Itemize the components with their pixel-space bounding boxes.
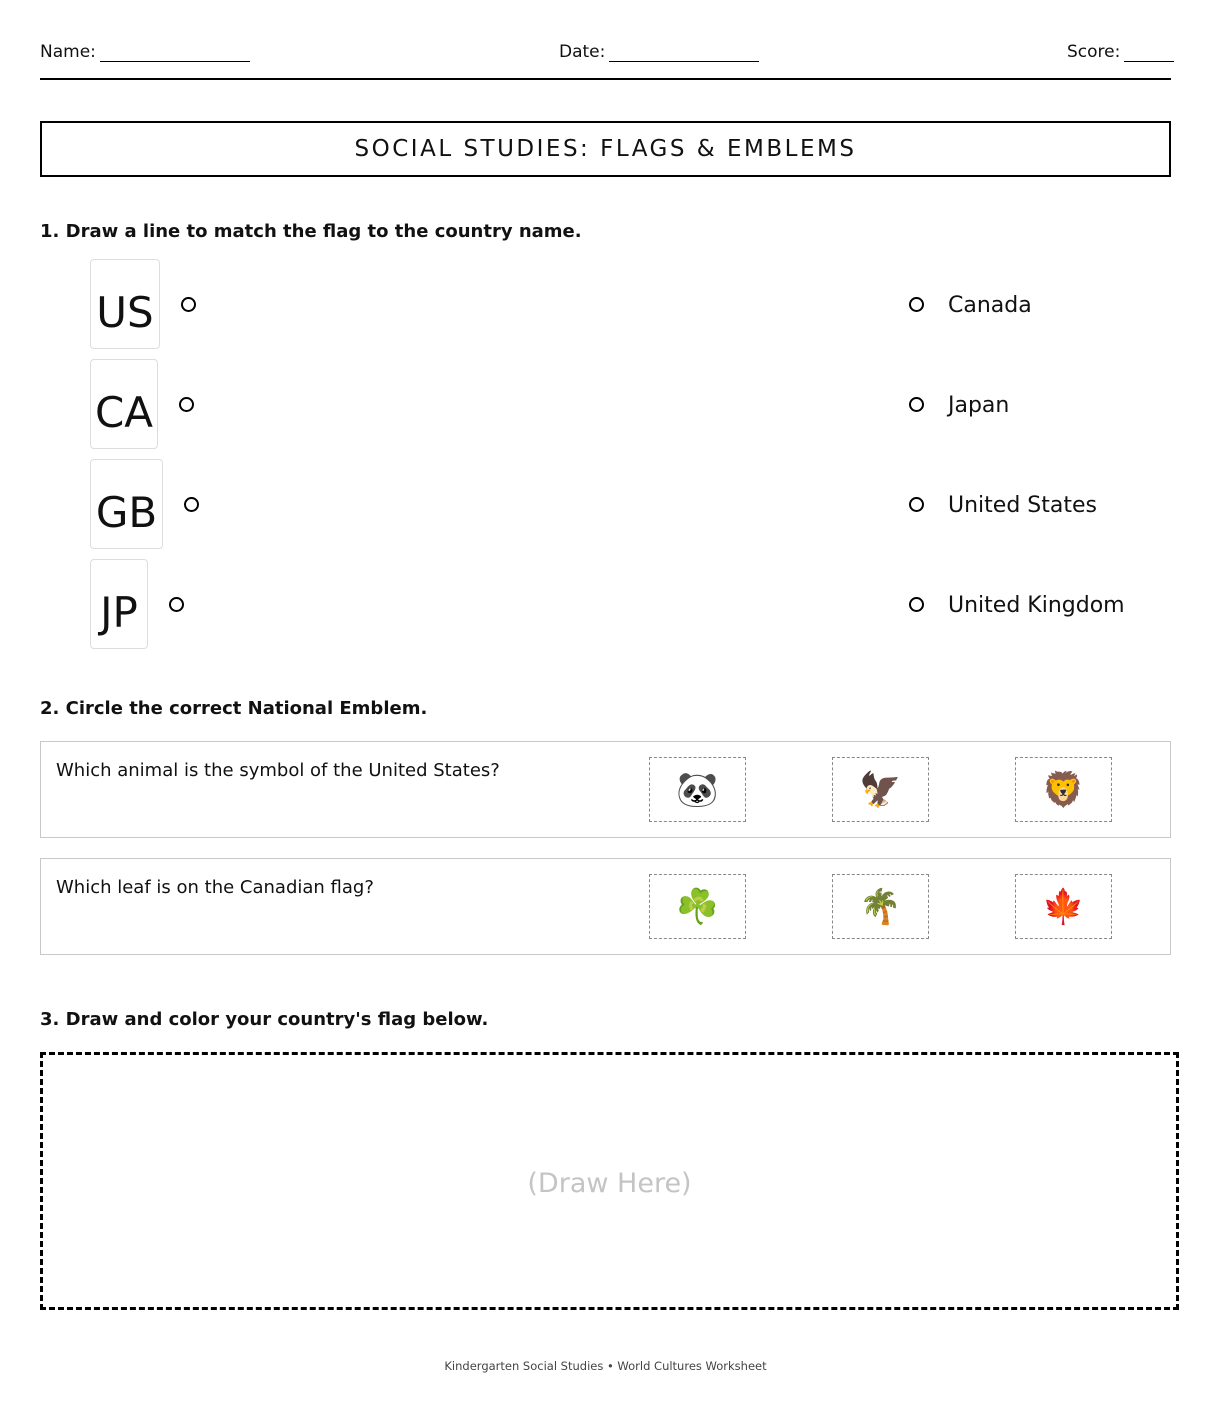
option-lion[interactable] (1015, 757, 1112, 822)
flag-code: CA (94, 388, 154, 437)
section2-heading: 2. Circle the correct National Emblem. (40, 698, 428, 719)
date-blank[interactable] (609, 45, 759, 62)
match-dot-country-canada[interactable] (909, 297, 924, 312)
date-field (559, 42, 759, 62)
maple-leaf-icon: 🍁 (1042, 886, 1085, 927)
match-dot-country-japan[interactable] (909, 397, 924, 412)
option-maple-leaf[interactable] (1015, 874, 1112, 939)
score-field (1067, 42, 1174, 62)
footer-text: Kindergarten Social Studies • World Cultures Worksheet (444, 1359, 767, 1373)
name-field (40, 42, 250, 62)
flag-card-jp (90, 559, 148, 649)
flag-card-ca (90, 359, 158, 449)
panda-icon: 🐼 (676, 769, 719, 810)
eagle-icon: 🦅 (859, 769, 902, 810)
match-dot-flag-ca[interactable] (179, 397, 194, 412)
country-label-united-kingdom: United Kingdom (948, 593, 1125, 618)
emblem-question-1 (40, 741, 1171, 838)
flag-code: GB (95, 488, 158, 537)
drawing-area[interactable] (40, 1052, 1179, 1310)
draw-placeholder: (Draw Here) (527, 1167, 692, 1199)
match-dot-country-united-kingdom[interactable] (909, 597, 924, 612)
match-dot-flag-us[interactable] (181, 297, 196, 312)
flag-card-us (90, 259, 160, 349)
match-dot-flag-jp[interactable] (169, 597, 184, 612)
name-blank[interactable] (100, 45, 250, 62)
option-eagle[interactable] (832, 757, 929, 822)
country-label-canada: Canada (948, 293, 1032, 318)
match-dot-flag-gb[interactable] (184, 497, 199, 512)
page-title: SOCIAL STUDIES: FLAGS & EMBLEMS (354, 136, 857, 162)
name-label: Name: (40, 42, 96, 62)
score-label: Score: (1067, 42, 1121, 62)
palm-tree-icon: 🌴 (859, 886, 902, 927)
emblem-question-2 (40, 858, 1171, 955)
header-divider (40, 78, 1171, 80)
country-label-united-states: United States (948, 493, 1097, 518)
option-palm-tree[interactable] (832, 874, 929, 939)
date-label: Date: (559, 42, 606, 62)
lion-icon: 🦁 (1042, 769, 1085, 810)
country-label-japan: Japan (948, 393, 1010, 418)
shamrock-icon: ☘️ (676, 886, 719, 927)
flag-code: US (96, 288, 154, 337)
match-dot-country-united-states[interactable] (909, 497, 924, 512)
section3-heading: 3. Draw and color your country's flag below. (40, 1009, 489, 1030)
question-text: Which leaf is on the Canadian flag? (56, 877, 374, 898)
option-shamrock[interactable] (649, 874, 746, 939)
option-panda[interactable] (649, 757, 746, 822)
section1-heading: 1. Draw a line to match the flag to the country name. (40, 221, 582, 242)
score-blank[interactable] (1124, 45, 1174, 62)
flag-card-gb (90, 459, 163, 549)
title-box (40, 121, 1171, 177)
flag-code: JP (100, 588, 138, 637)
question-text: Which animal is the symbol of the United States? (56, 760, 500, 781)
